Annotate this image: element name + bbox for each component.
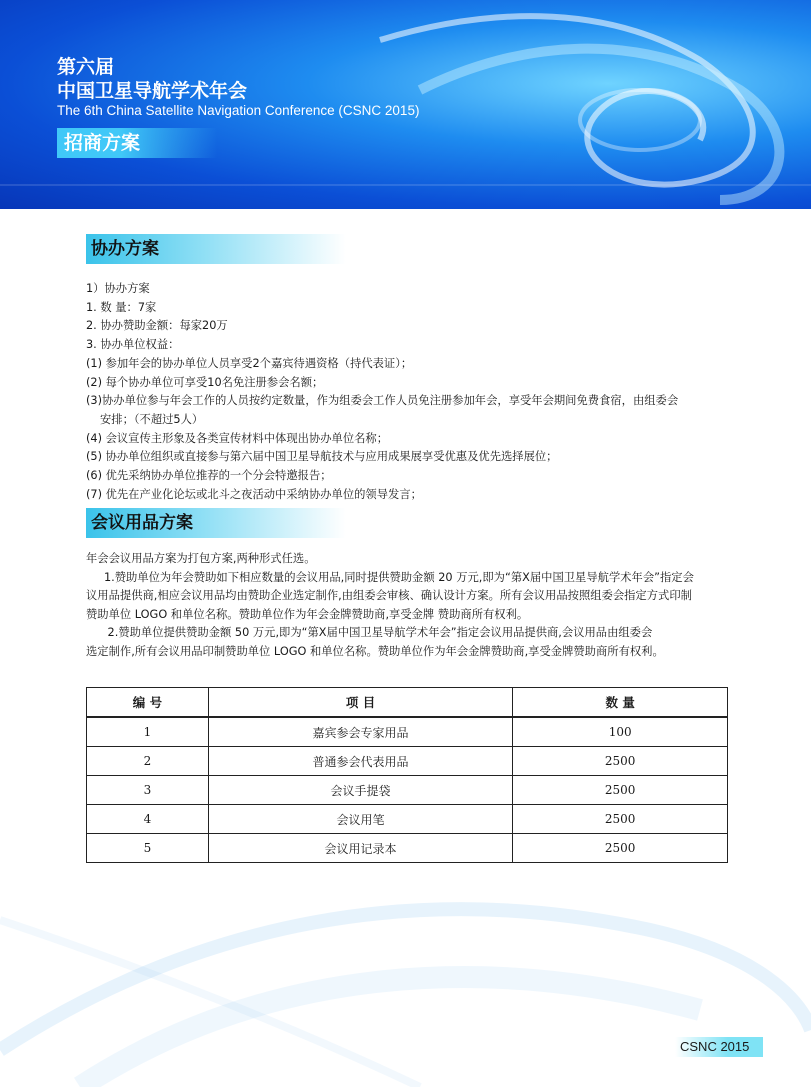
table-header-row bbox=[87, 688, 728, 718]
cell-item: 普通参会代表用品 bbox=[208, 747, 513, 776]
cell-number: 4 bbox=[87, 805, 209, 834]
cell-quantity: 100 bbox=[513, 717, 728, 747]
list-line: 安排；（不超过5人） bbox=[100, 412, 204, 426]
list-line: 1. 数 量：7家 bbox=[86, 300, 157, 314]
header-item: 项 目 bbox=[208, 688, 513, 718]
list-line: 1）协办方案 bbox=[86, 282, 150, 295]
list-line: 2. 协办赞助金额：每家20万 bbox=[86, 319, 228, 333]
cell-item: 会议用记录本 bbox=[208, 834, 513, 863]
cell-item: 会议用笔 bbox=[208, 805, 513, 834]
co-organizer-list bbox=[86, 280, 726, 504]
paragraph-line: 年会会议用品方案为打包方案,两种形式任选。 bbox=[86, 552, 316, 565]
footer-label: CSNC 2015 bbox=[675, 1037, 763, 1057]
cell-number: 2 bbox=[87, 747, 209, 776]
list-line: (2) 每个协办单位可享受10名免注册参会名额； bbox=[86, 375, 324, 389]
paragraph-line: 1.赞助单位为年会赞助如下相应数量的会议用品,同时提供赞助金额 20 万元,即为“第X届中国卫星导航学术年会”指定会 bbox=[86, 570, 694, 584]
list-line: (7) 优先在产业化论坛或北斗之夜活动中采纳协办单位的领导发言； bbox=[86, 487, 422, 501]
cell-item: 嘉宾参会专家用品 bbox=[208, 717, 513, 747]
conference-title: 中国卫星导航学术年会 bbox=[57, 80, 248, 102]
cell-number: 5 bbox=[87, 834, 209, 863]
cell-quantity: 2500 bbox=[513, 805, 728, 834]
list-line: (4) 会议宣传主形象及各类宣传材料中体现出协办单位名称； bbox=[86, 431, 389, 445]
list-line: (1) 参加年会的协办单位人员享受2个嘉宾待遇资格（持代表证）； bbox=[86, 356, 413, 370]
supplies-description bbox=[86, 550, 736, 661]
paragraph-line: 赞助单位 LOGO 和单位名称。赞助单位作为年会金牌赞助商,享受金牌 赞助商所有权利。 bbox=[86, 607, 529, 621]
cell-number: 1 bbox=[87, 717, 209, 747]
cell-quantity: 2500 bbox=[513, 747, 728, 776]
section-title-supplies: 会议用品方案 bbox=[86, 508, 346, 538]
section-title-co-organizer: 协办方案 bbox=[86, 234, 346, 264]
conference-english-title: The 6th China Satellite Navigation Conference (CSNC 2015) bbox=[57, 103, 420, 118]
list-line: (5) 协办单位组织或直接参与第六届中国卫星导航技术与应用成果展享受优惠及优先选择展位； bbox=[86, 450, 558, 464]
document-tag: 招商方案 bbox=[57, 128, 217, 158]
cell-quantity: 2500 bbox=[513, 834, 728, 863]
table-row bbox=[87, 747, 728, 776]
header-number: 编 号 bbox=[87, 688, 209, 718]
paragraph-line: 议用品提供商,相应会议用品均由赞助企业选定制作,由组委会审核、确认设计方案。所有会议用品按照组委会指定方式印制 bbox=[86, 589, 692, 602]
paragraph-line: 选定制作,所有会议用品印制赞助单位 LOGO 和单位名称。赞助单位作为年会金牌赞助商,享受金牌赞助商所有权利。 bbox=[86, 644, 664, 658]
table-row bbox=[87, 717, 728, 747]
list-line: (6) 优先采纳协办单位推荐的一个分会特邀报告； bbox=[86, 469, 332, 483]
list-line: 3. 协办单位权益： bbox=[86, 338, 180, 352]
cell-quantity: 2500 bbox=[513, 776, 728, 805]
cell-number: 3 bbox=[87, 776, 209, 805]
list-line: (3)协办单位参与年会工作的人员按约定数量，作为组委会工作人员免注册参加年会，享受年会期间免费食宿，由组委会 bbox=[86, 394, 679, 408]
header-banner bbox=[0, 0, 811, 209]
header-quantity: 数 量 bbox=[513, 688, 728, 718]
edition-title: 第六届 bbox=[57, 56, 115, 78]
cell-item: 会议手提袋 bbox=[208, 776, 513, 805]
paragraph-line: 2.赞助单位提供赞助金额 50 万元,即为“第X届中国卫星导航学术年会”指定会议用品提供商,会议用品由组委会 bbox=[86, 626, 653, 639]
